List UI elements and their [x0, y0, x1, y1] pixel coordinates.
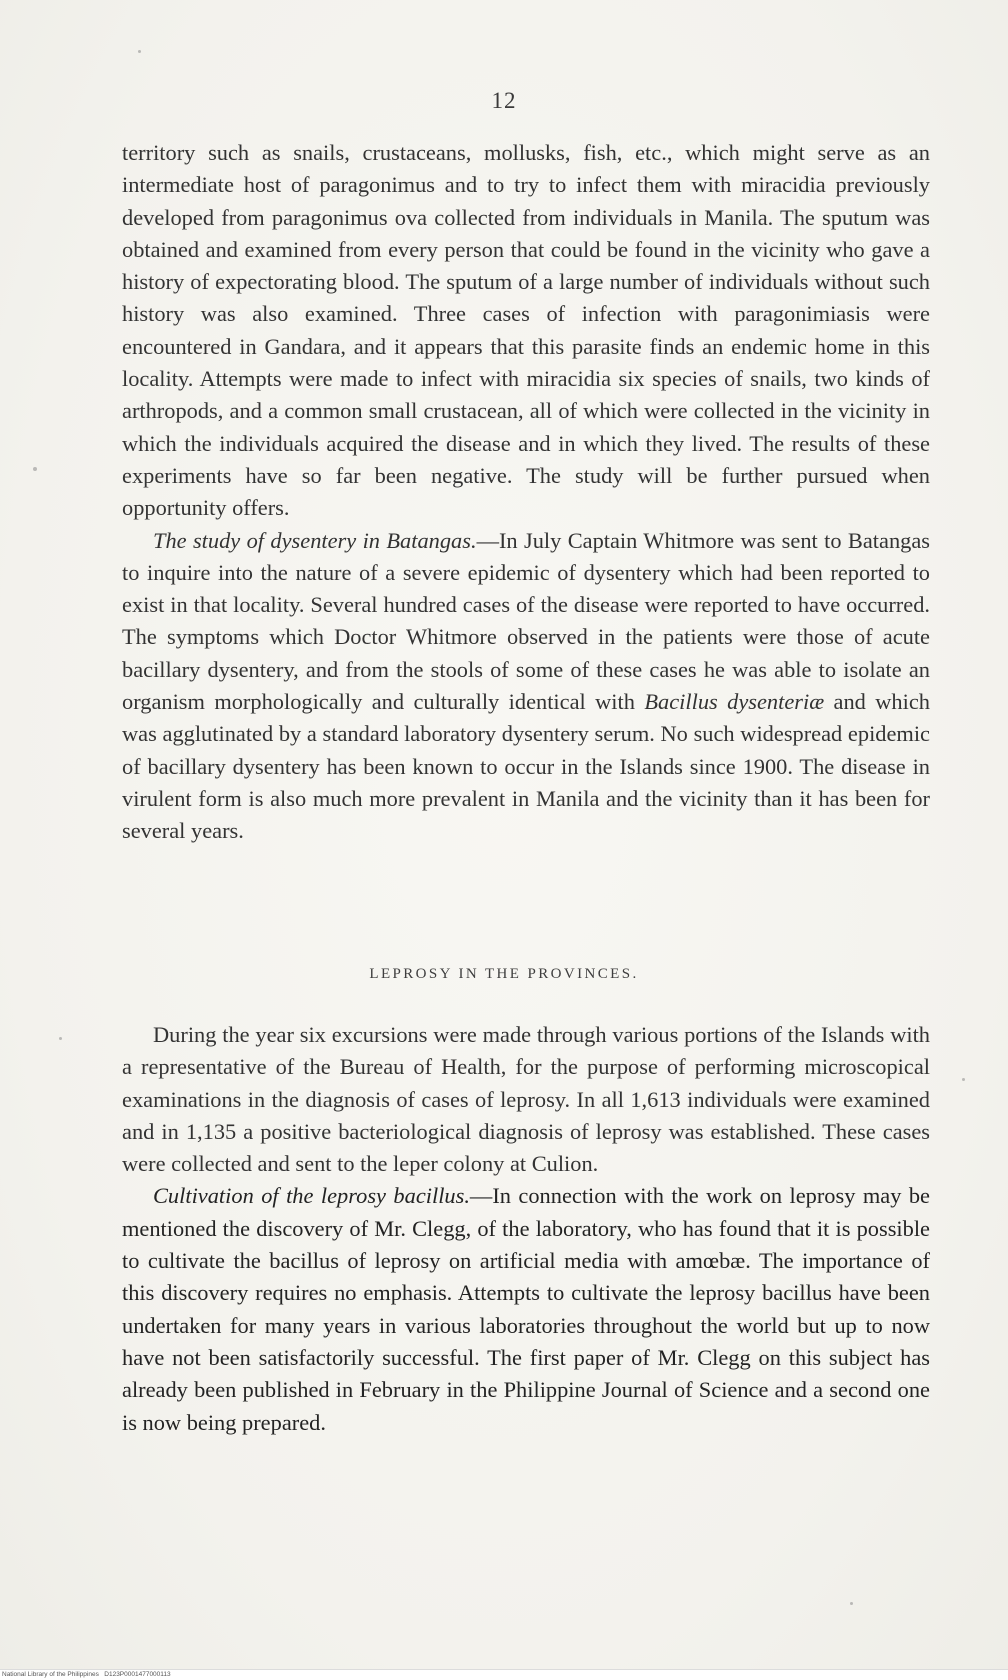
footer-library: National Library of the Philippines	[2, 1671, 99, 1678]
scan-speck	[59, 1037, 62, 1040]
scan-speck	[850, 1602, 853, 1605]
paragraph-leprosy-cultivation	[122, 1180, 930, 1438]
paragraph-text: —In connection with the work on leprosy may be mentioned the discovery of Mr. Clegg, of the laboratory, who has found that it is possible to cultivate the bacillus of leprosy on artificial media with amœbæ. The importance of this discovery requires no emphasis. Attempts to cultivate the leprosy bacillus have been undertaken for many years in various laboratories throughout the world but up to now have not been satisfactorily successful. The first paper of Mr. Clegg on this subject has already been published in February in the Philippine Journal of Science and a second one is now being prepared.	[122, 1183, 930, 1435]
paragraph-dysentery	[122, 525, 930, 848]
footer-code: D123P0001477000113	[104, 1671, 171, 1678]
paragraph-leprosy-excursions	[122, 1019, 930, 1180]
paragraph-text-after: and which was agglutinated by a standard laboratory dysentery serum. No such widespread epidemic of bacillary dysentery has been known to occur in the Islands since 1900. The disease in virulent form is also much more prevalent in Manila and the vicinity than it has been for several years.	[122, 689, 930, 844]
paragraph-heading-dysentery: The study of dysentery in Batangas.	[153, 527, 477, 553]
paragraph-text: —In July Captain Whitmore was sent to Batangas to inquire into the nature of a severe epidemic of dysentery which had been reported to exist in that locality. Several hundred cases of the disease were reported to have occurred. The symptoms which Doctor Whitmore observed in the patients were those of acute bacillary dysentery, and from the stools of some of these cases he was able to isolate an organism morphologically and culturally identical with	[122, 527, 930, 715]
scan-speck	[33, 467, 37, 471]
paragraph-text: During the year six excursions were made through various portions of the Islands with a representative of the Bureau of Health, for the purpose of performing microscopical examinations in the diagnosis of cases of leprosy. In all 1,613 individuals were examined and in 1,135 a positive bacteriological diagnosis of leprosy was established. These cases were collected and sent to the leper colony at Culion.	[122, 1022, 930, 1177]
paragraph-text: territory such as snails, crustaceans, mollusks, fish, etc., which might serve as an intermediate host of paragonimus and to try to infect them with miracidia previously developed from paragonimus ova collected from individuals in Manila. The sputum was obtained and examined from every person that could be found in the vicinity who gave a history of expectorating blood. The sputum of a large number of individuals without such history was also examined. Three cases of infection with paragonimiasis were encountered in Gandara, and it appears that this parasite finds an endemic home in this locality. Attempts were made to infect with miracidia six species of snails, two kinds of arthropods, and a common small crustacean, all of which were collected in the vicinity in which the individuals acquired the disease and in which they lived. The results of these experiments have so far been negative. The study will be further pursued when opportunity offers.	[122, 140, 930, 521]
italic-term-bacillus: Bacillus dysenteriæ	[644, 689, 825, 715]
paragraph-heading-cultivation: Cultivation of the leprosy bacillus.	[153, 1183, 470, 1209]
scan-speck	[138, 50, 141, 53]
page-number: 12	[491, 88, 517, 113]
footer-strip	[0, 1669, 1008, 1680]
text-block-bottom	[122, 1019, 930, 1439]
text-block-top	[122, 137, 930, 848]
footer-text	[2, 1670, 171, 1679]
paragraph-paragonimus	[122, 137, 930, 525]
scan-speck	[962, 1078, 965, 1081]
section-heading-leprosy: LEPROSY IN THE PROVINCES.	[369, 966, 639, 982]
